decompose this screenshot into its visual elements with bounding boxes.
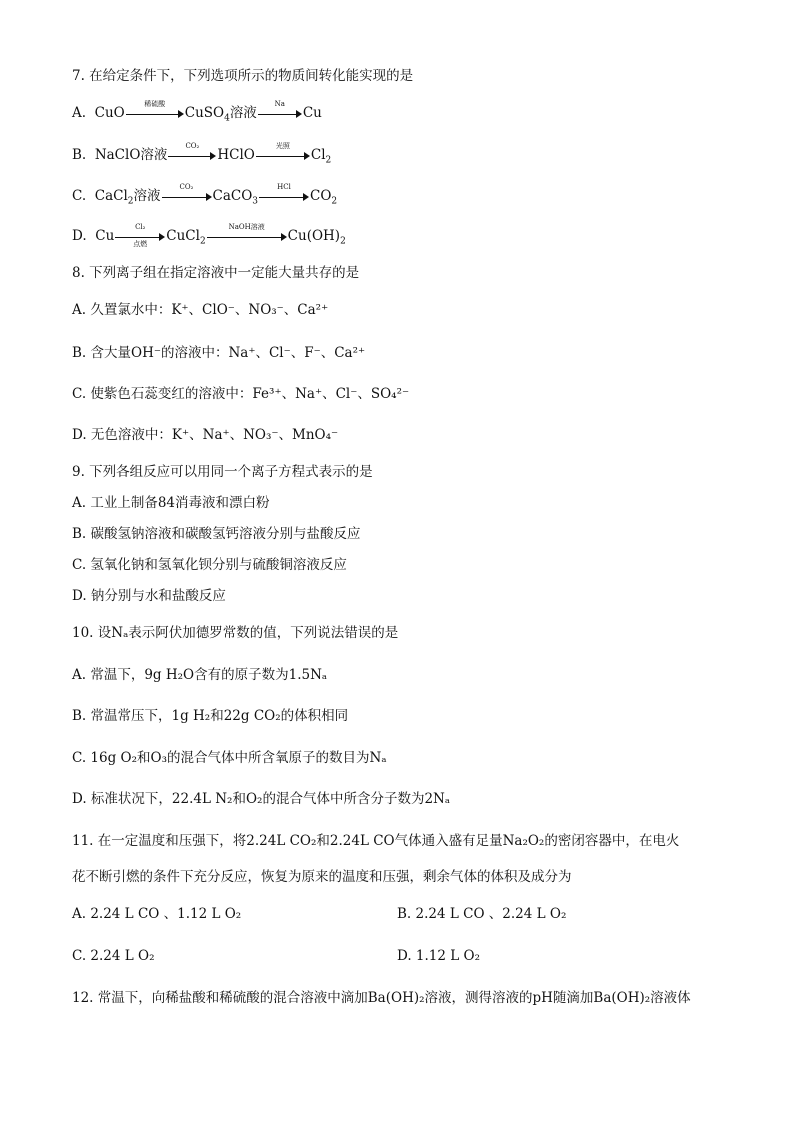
question-11-option-a: A. 2.24 L CO 、1.12 L O₂ — [72, 906, 242, 922]
reaction-arrow: CO₂ — [162, 189, 212, 205]
question-10-option-d: D. 标准状况下，22.4L N₂和O₂的混合气体中所含分子数为2Nₐ — [72, 791, 451, 807]
question-7-option-d: D. Cu Cl₂ 点燃 CuCl$_2$ NaOH溶液 $Cu(OH)_2$ — [72, 222, 346, 248]
question-7-option-c: C. CaCl$_2$溶液 CO₂ CaCO$_3$ HCl $CO_2$ — [72, 182, 338, 207]
question-11-stem-line-1: 11. 在一定温度和压强下，将2.24L CO₂和2.24L CO气体通入盛有足量Na₂O₂的密闭容器中，在电火 — [72, 833, 680, 849]
question-8-option-b: B. 含大量OH⁻的溶液中：Na⁺、Cl⁻、F⁻、Ca²⁺ — [72, 345, 366, 361]
question-7-option-a: A. CuO 稀硫酸 CuSO$_4$溶液 Na Cu — [72, 99, 322, 124]
question-11-option-b: B. 2.24 L CO 、2.24 L O₂ — [397, 906, 567, 922]
question-7-stem: 7. 在给定条件下，下列选项所示的物质间转化能实现的是 — [72, 68, 414, 84]
question-9-option-d: D. 钠分别与水和盐酸反应 — [72, 588, 226, 604]
question-8-stem: 8. 下列离子组在指定溶液中一定能大量共存的是 — [72, 265, 360, 281]
question-10-option-a: A. 常温下，9g H₂O含有的原子数为1.5Nₐ — [72, 667, 328, 683]
question-8-option-c: C. 使紫色石蕊变红的溶液中：Fe³⁺、Na⁺、Cl⁻、SO₄²⁻ — [72, 386, 410, 402]
reaction-arrow: CO₂ — [168, 148, 216, 164]
question-12-stem: 12. 常温下，向稀盐酸和稀硫酸的混合溶液中滴加Ba(OH)₂溶液，测得溶液的pH随滴加Ba(OH)₂溶液体 — [72, 990, 691, 1006]
question-8-option-d: D. 无色溶液中：K⁺、Na⁺、NO₃⁻、MnO₄⁻ — [72, 427, 339, 443]
reaction-arrow: 光照 — [256, 148, 310, 164]
reaction-arrow: Na — [258, 106, 302, 122]
question-7-option-b: B. NaClO溶液 CO₂ HClO 光照 $Cl_2$ — [72, 141, 332, 166]
reaction-arrow: Cl₂ 点燃 — [115, 229, 165, 245]
reaction-arrow: NaOH溶液 — [207, 229, 287, 245]
question-8-option-a: A. 久置氯水中：K⁺、ClO⁻、NO₃⁻、Ca²⁺ — [72, 302, 329, 318]
question-11-stem-line-2: 花不断引燃的条件下充分反应，恢复为原来的温度和压强，剩余气体的体积及成分为 — [72, 869, 572, 885]
question-11-option-d: D. 1.12 L O₂ — [397, 948, 481, 964]
question-10-stem: 10. 设Nₐ表示阿伏加德罗常数的值，下列说法错误的是 — [72, 625, 399, 641]
question-10-option-c: C. 16g O₂和O₃的混合气体中所含氧原子的数目为Nₐ — [72, 750, 387, 766]
question-9-option-c: C. 氢氧化钠和氢氧化钡分别与硫酸铜溶液反应 — [72, 557, 347, 573]
question-9-option-a: A. 工业上制备84消毒液和漂白粉 — [72, 495, 270, 511]
reaction-arrow: HCl — [259, 189, 309, 205]
question-9-option-b: B. 碳酸氢钠溶液和碳酸氢钙溶液分别与盐酸反应 — [72, 526, 361, 542]
question-9-stem: 9. 下列各组反应可以用同一个离子方程式表示的是 — [72, 464, 373, 480]
question-11-option-c: C. 2.24 L O₂ — [72, 948, 155, 964]
question-10-option-b: B. 常温常压下，1g H₂和22g CO₂的体积相同 — [72, 708, 349, 724]
reaction-arrow: 稀硫酸 — [126, 106, 184, 122]
